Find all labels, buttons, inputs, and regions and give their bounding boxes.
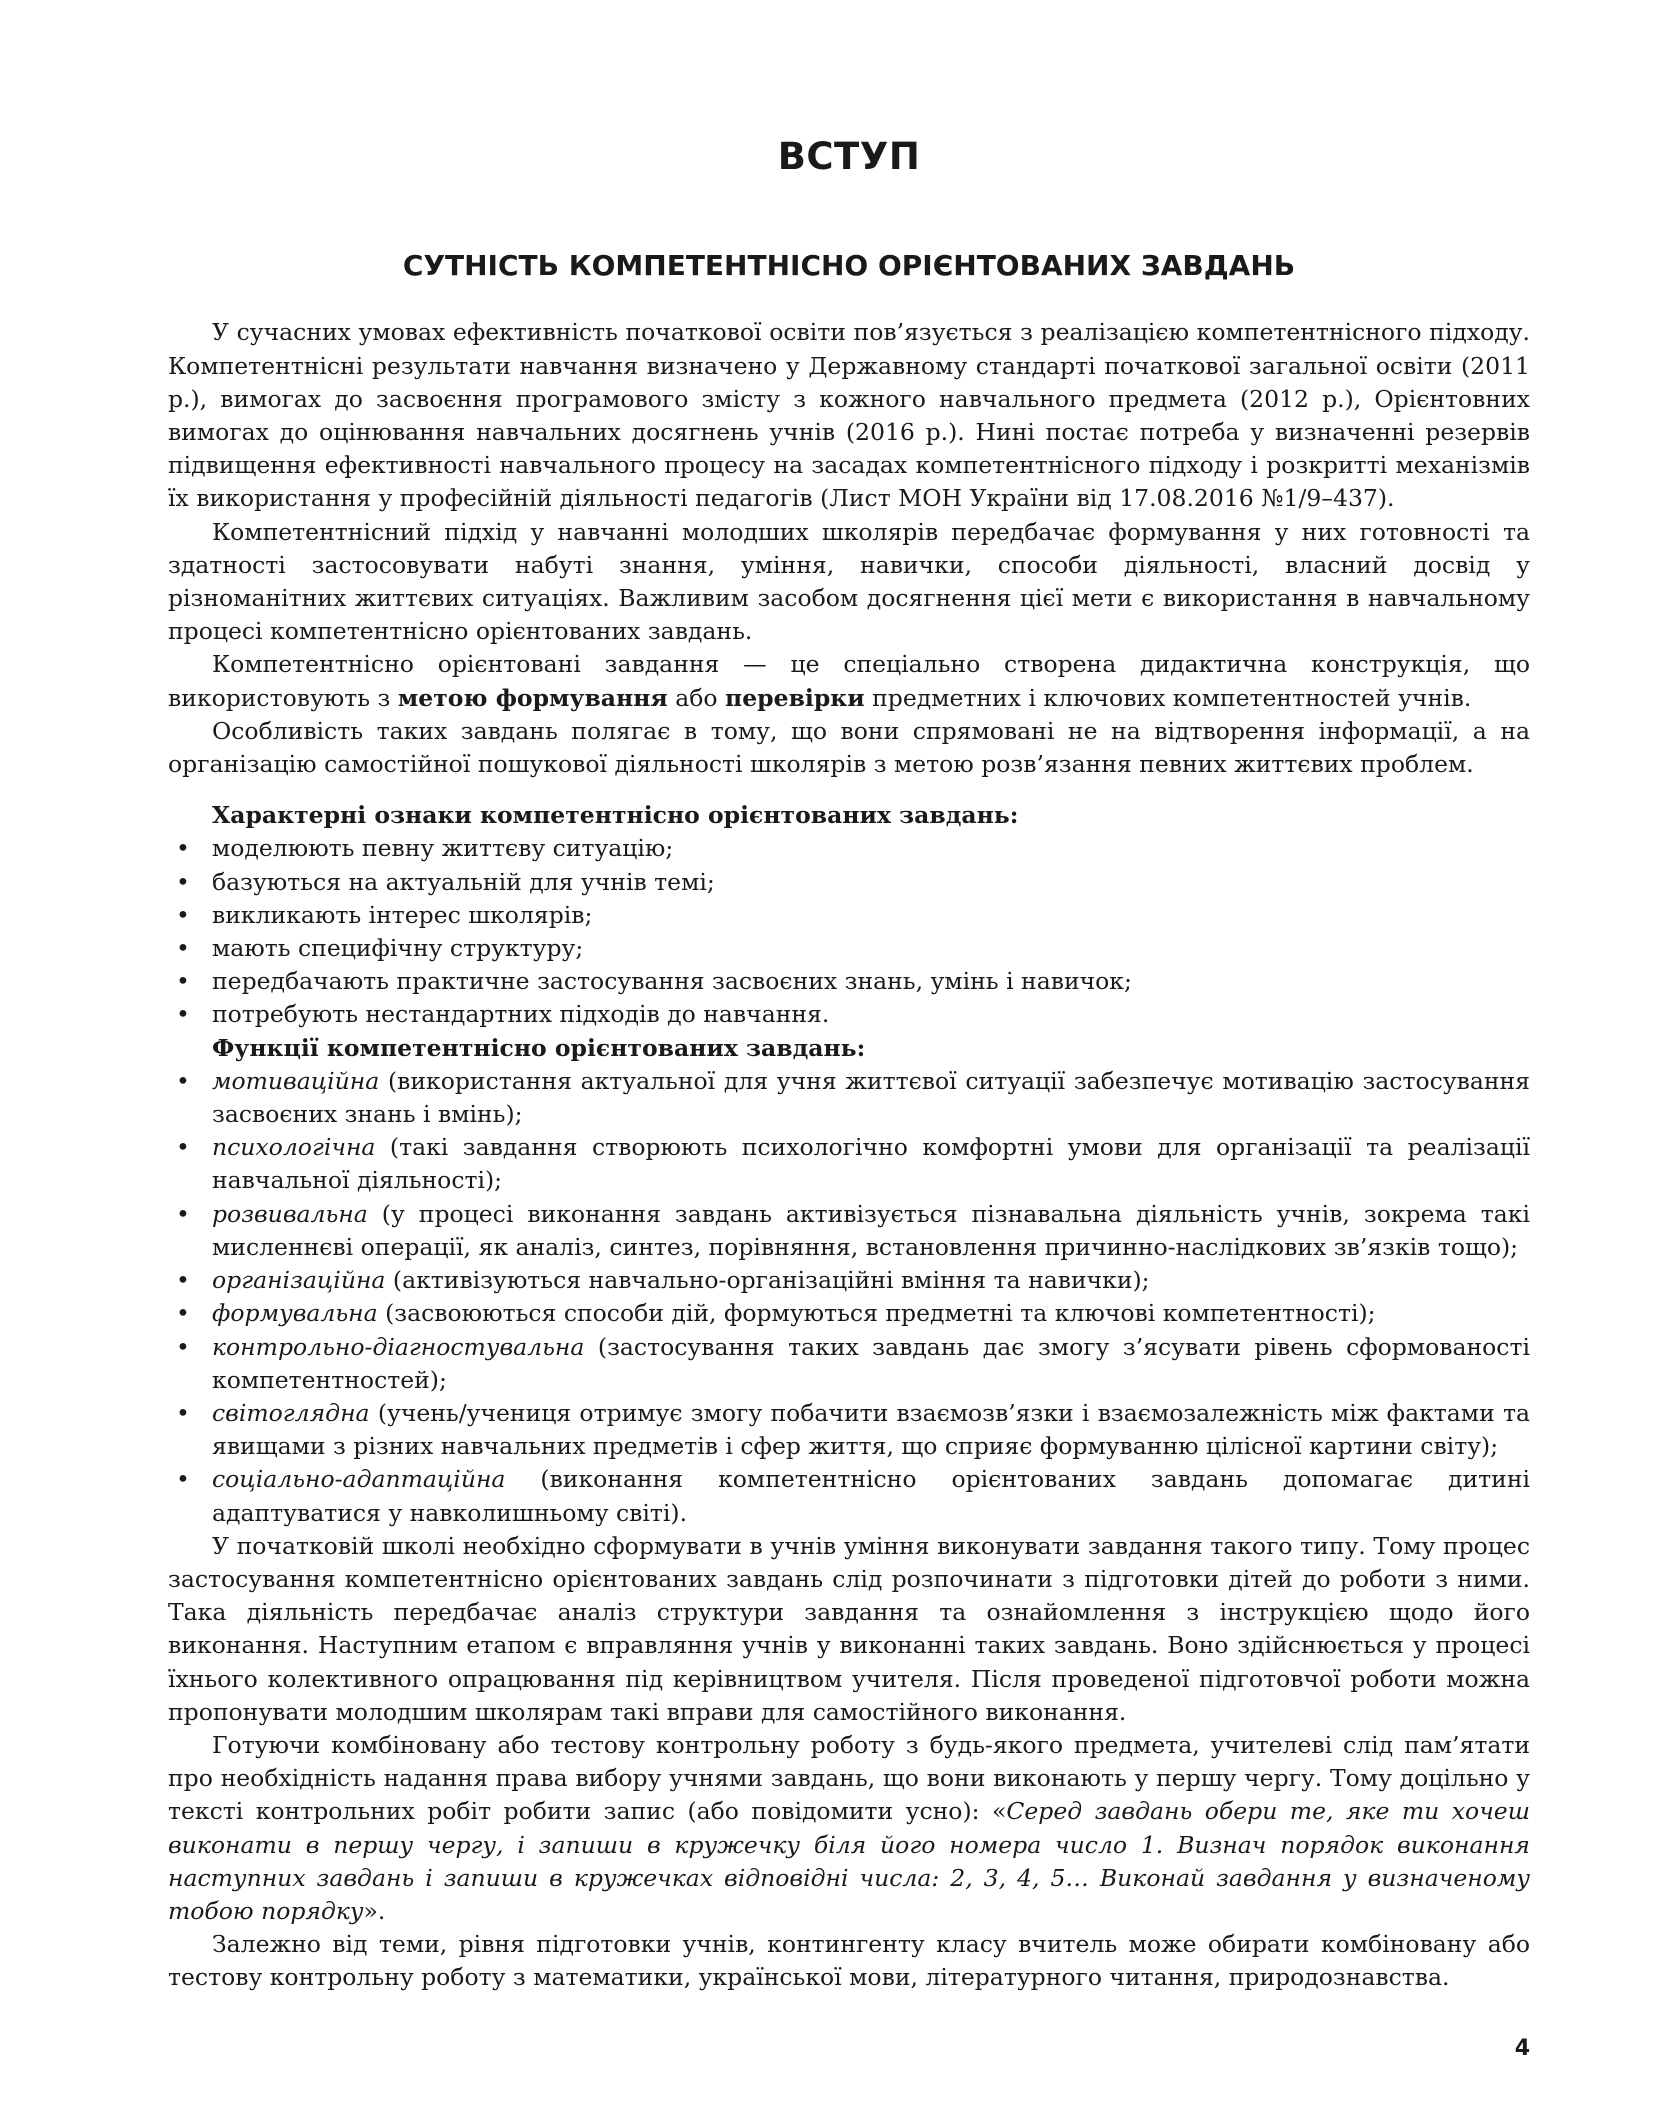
- test-paragraph-end: ».: [363, 1896, 386, 1925]
- signs-heading: Характерні ознаки компетентнісно орієнтованих завдань:: [212, 801, 1019, 830]
- definition-text-3: предметних і ключових компетентностей учнів.: [864, 683, 1472, 712]
- function-term: психологічна: [212, 1133, 376, 1162]
- school-paragraph: У початковій школі необхідно сформувати в учнів уміння виконувати завдання такого типу. Тому процес застосування компетентнісно орієнтованих завдань слід розпочинати з підготовки дітей до роботи з ними. Така діяльність передбачає аналіз структури завдання та ознайомлення з інструкцією щодо його виконання. Наступним етапом є вправляння учнів у виконанні таких завдань. Воно здійснюється у процесі їхнього колективного опрацювання під керівництвом учителя. Після проведеної підготовчої роботи можна пропонувати молодшим школярам такі вправи для самостійного виконання.: [168, 1531, 1530, 1726]
- definition-text-1: Компетентнісно орієнтовані завдання — це спеціально створена дидактична конструкція, що використовують з: [168, 650, 1530, 712]
- document-page: [168, 135, 1530, 1995]
- definition-paragraph: [168, 648, 1530, 714]
- page-title: ВСТУП: [777, 135, 921, 178]
- functions-list: [168, 1065, 1530, 1530]
- list-item: [168, 1065, 1530, 1131]
- section-subtitle: СУТНІСТЬ КОМПЕТЕНТНІСНО ОРІЄНТОВАНИХ ЗАВДАНЬ: [402, 249, 1296, 283]
- function-text: (активізуються навчально-організаційні вміння та навички);: [385, 1266, 1150, 1295]
- intro-paragraph-1: У сучасних умовах ефективність початкової освіти пов’язується з реалізацією компетентнісного підходу. Компетентнісні результати навчання визначено у Державному стандарті початкової загальної освіти (2011 р.), вимогах до засвоєння програмового змісту з кожного навчального предмета (2012 р.), Орієнтовних вимогах до оцінювання навчальних досягнень учнів (2016 р.). Нині постає потреба у визначенні резервів підвищення ефективності навчального процесу на засадах компетентнісного підходу і розкритті механізмів їх використання у професійній діяльності педагогів (Лист МОН України від 17.08.2016 №1/9–437).: [168, 318, 1530, 513]
- list-item: • потребують нестандартних підходів до навчання.: [168, 998, 1530, 1031]
- definition-bold-2: перевірки: [725, 683, 865, 712]
- function-term: контрольно-діагностувальна: [212, 1332, 585, 1361]
- list-item: [168, 1264, 1530, 1297]
- list-item: • моделюють певну життєву ситуацію;: [168, 832, 1530, 865]
- list-item: [168, 1331, 1530, 1397]
- function-term: організаційна: [212, 1266, 386, 1295]
- list-item: • мають специфічну структуру;: [168, 932, 1530, 965]
- list-item: [168, 1198, 1530, 1264]
- function-term: розвивальна: [212, 1199, 368, 1228]
- function-text: (учень/учениця отримує змогу побачити взаємозв’язки і взаємозалежність між фактами та явищами з різних навчальних предметів і сфер життя, що сприяє формуванню цілісної картини світу);: [212, 1398, 1530, 1461]
- function-term: соціально-адаптаційна: [212, 1465, 506, 1494]
- test-paragraph: [168, 1729, 1530, 1928]
- signs-list: [168, 832, 1530, 1031]
- list-item: • базуються на актуальній для учнів темі;: [168, 866, 1530, 899]
- function-term: формувальна: [212, 1299, 378, 1328]
- list-item: [168, 1463, 1530, 1529]
- function-text: (виконання компетентнісно орієнтованих завдань допомагає дитині адаптуватися у навколишньому світі).: [212, 1465, 1530, 1527]
- page-number: 4: [1514, 2036, 1530, 2061]
- list-item: [168, 1131, 1530, 1197]
- intro-paragraph-2: Компетентнісний підхід у навчанні молодших школярів передбачає формування у них готовності та здатності застосовувати набуті знання, уміння, навички, способи діяльності, власний досвід у різноманітних життєвих ситуаціях. Важливим засобом досягнення цієї мети є використання в навчальному процесі компетентнісно орієнтованих завдань.: [168, 517, 1530, 646]
- list-item: [168, 1397, 1530, 1463]
- section-spacer: [168, 781, 1530, 799]
- function-text: (засвоюються способи дій, формуються предметні та ключові компетентності);: [377, 1299, 1376, 1328]
- test-paragraph-text: Готуючи комбіновану або тестову контрольну роботу з будь-якого предмета, учителеві слід пам’ятати про необхідність надання права вибору учнями завдань, що вони виконають у першу чергу. Тому доцільно у тексті контрольних робіт робити запис (або повідомити усно): «: [168, 1730, 1530, 1826]
- definition-text-2: або: [667, 683, 726, 712]
- test-paragraph-quote: Серед завдань обери те, яке ти хочеш виконати в першу чергу, і запиши в кружечку біля його номера число 1. Визнач порядок виконання наступних завдань і запиши в кружечках відповідні числа: 2, 3, 4, 5… Виконай завдання у визначеному тобою порядку: [168, 1797, 1530, 1925]
- function-text: (використання актуальної для учня життєвої ситуації забезпечує мотивацію застосування засвоєних знань і вмінь);: [212, 1066, 1530, 1129]
- function-term: мотиваційна: [212, 1066, 380, 1095]
- function-text: (у процесі виконання завдань активізується пізнавальна діяльність учнів, зокрема такі мисленнєві операції, як аналіз, синтез, порівняння, встановлення причинно-наслідкових зв’язків тощо);: [212, 1199, 1530, 1261]
- function-term: світоглядна: [212, 1398, 370, 1427]
- feature-paragraph: Особливість таких завдань полягає в тому, що вони спрямовані не на відтворення інформації, а на організацію самостійної пошукової діяльності школярів з метою розв’язання певних життєвих проблем.: [168, 716, 1530, 779]
- last-paragraph: Залежно від теми, рівня підготовки учнів, контингенту класу вчитель може обирати комбіновану або тестову контрольну роботу з математики, української мови, літературного читання, природознавства.: [168, 1930, 1530, 1992]
- list-item: • викликають інтерес школярів;: [168, 899, 1530, 932]
- functions-heading: Функції компетентнісно орієнтованих завдань:: [212, 1033, 866, 1062]
- function-text: (застосування таких завдань дає змогу з’ясувати рівень сформованості компетентностей);: [212, 1332, 1530, 1394]
- definition-bold-1: метою формування: [397, 683, 668, 712]
- function-text: (такі завдання створюють психологічно комфортні умови для організації та реалізації навчальної діяльності);: [212, 1133, 1530, 1195]
- list-item: • передбачають практичне застосування засвоєних знань, умінь і навичок;: [168, 965, 1530, 998]
- list-item: [168, 1297, 1530, 1330]
